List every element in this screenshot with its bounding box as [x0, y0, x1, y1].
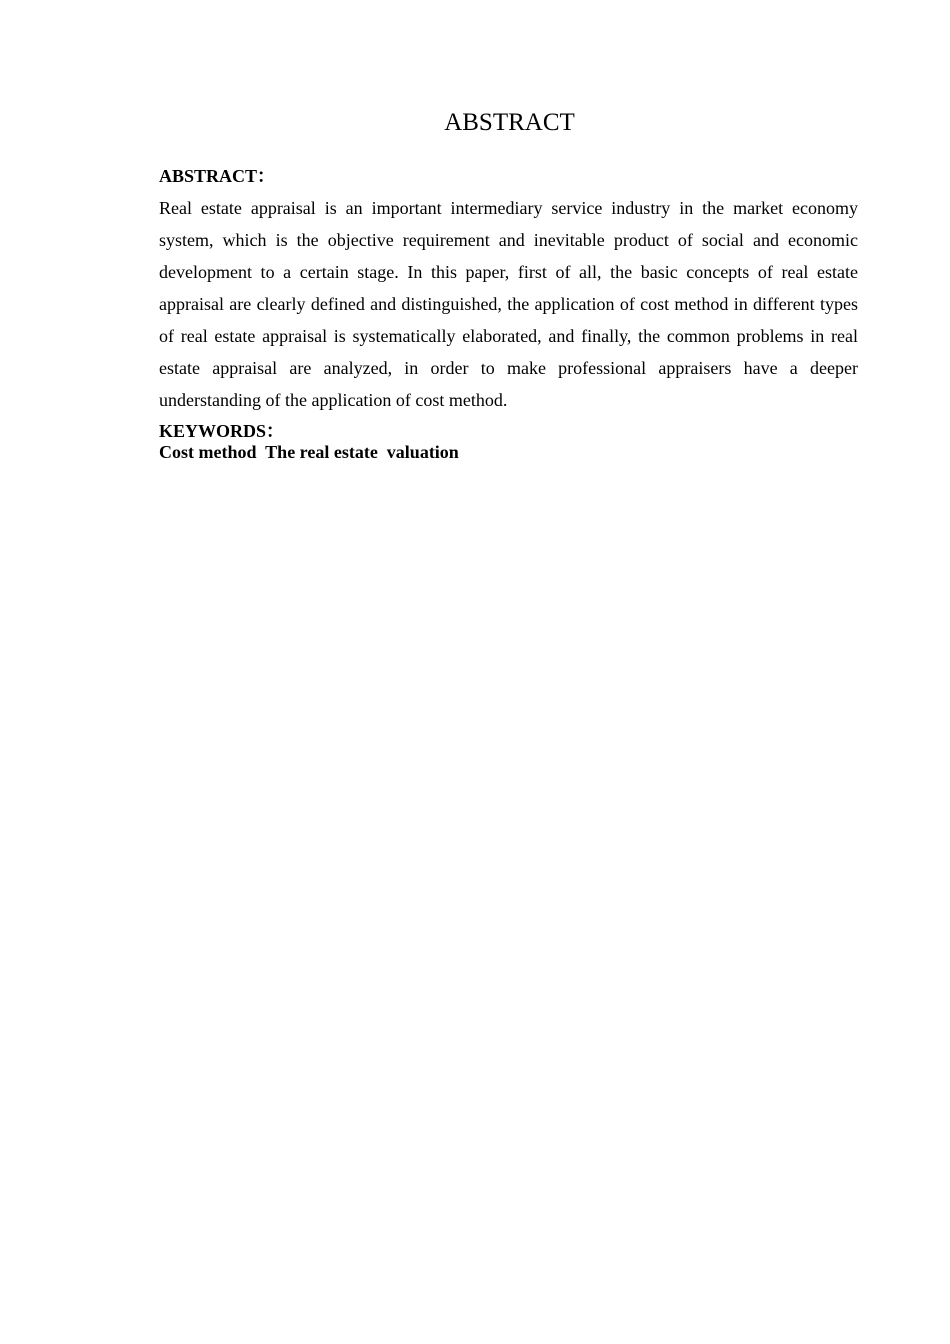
page-title: ABSTRACT	[444, 109, 575, 136]
abstract-label: ABSTRACT：	[159, 166, 276, 186]
abstract-body: Real estate appraisal is an important intermediary service industry in the market economy system, which is the objective requirement and inevitable product of social and economic development to a certain stage. In this paper, first of all, the basic concepts of real estate appraisal are clearly defined and distinguished, the application of cost method in different types of real estate appraisal is systematically elaborated, and finally, the common problems in real estate appraisal are analyzed, in order to make professional appraisers have a deeper understanding of the application of cost method.	[159, 198, 858, 410]
keywords-label: KEYWORDS：	[159, 421, 285, 441]
keywords-value: Cost method The real estate valuation	[159, 442, 459, 462]
